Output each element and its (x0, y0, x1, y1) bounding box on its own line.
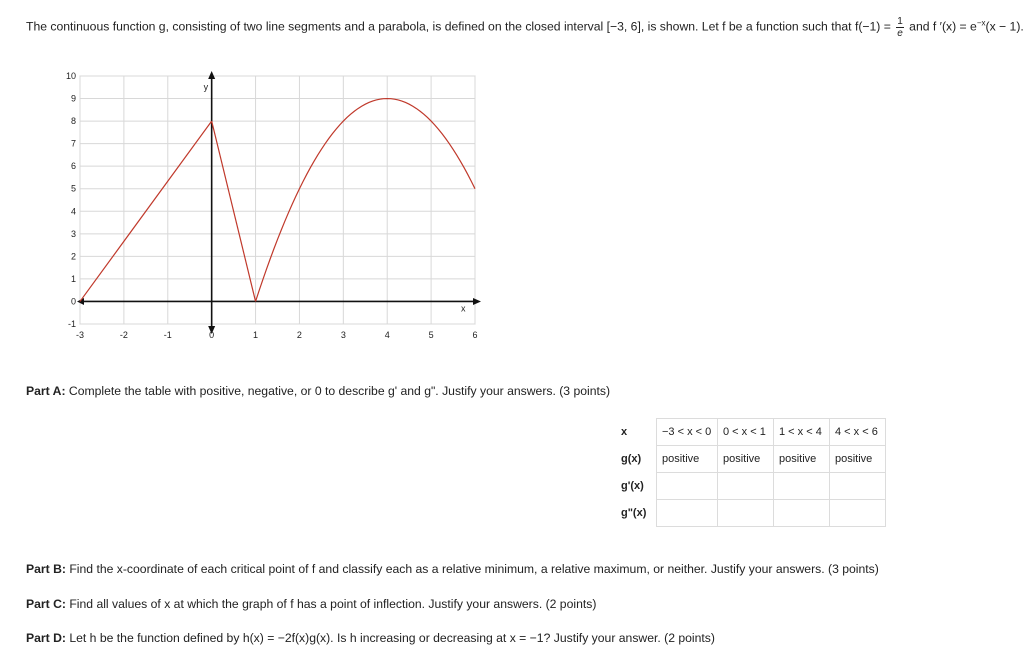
y-tick-label: 6 (70, 161, 76, 172)
table-cell[interactable] (718, 473, 774, 500)
grid (80, 76, 475, 324)
table-header-row (618, 419, 886, 446)
fraction-denominator: e (897, 28, 903, 39)
x-tick-label: 2 (296, 330, 302, 340)
x-tick-label: 6 (472, 330, 478, 340)
fraction (896, 16, 904, 39)
x-tick-label: -2 (119, 330, 128, 340)
y-tick-label: 7 (70, 138, 76, 149)
table-header-cell: 4 < x < 6 (830, 419, 886, 446)
x-axis-arrow (473, 298, 481, 305)
x-tick-label: -1 (163, 330, 172, 340)
y-axis-arrow (208, 71, 215, 79)
table-cell: positive (830, 446, 886, 473)
part-b (26, 562, 879, 576)
y-tick-label: 5 (70, 183, 76, 194)
table-row-label: g(x) (621, 453, 642, 465)
table-cell: positive (774, 446, 830, 473)
y-tick-label: 2 (70, 251, 76, 262)
fraction-numerator: 1 (897, 16, 903, 27)
y-tick-label: 4 (70, 206, 76, 217)
y-axis-label: y (203, 82, 209, 92)
table-header-cell: −3 < x < 0 (657, 419, 718, 446)
part-b-label: Part B: (26, 562, 66, 576)
table-cell: positive (718, 446, 774, 473)
part-a-label: Part A: (26, 384, 66, 398)
sign-table (618, 418, 886, 527)
function-graph (50, 68, 490, 348)
y-tick-label: 10 (65, 71, 76, 81)
intro-tail-2: (x − 1). (985, 19, 1024, 34)
part-c (26, 597, 596, 611)
x-tick-label: 1 (253, 330, 259, 340)
table-cell[interactable] (830, 473, 886, 500)
table-header-cell: 0 < x < 1 (718, 419, 774, 446)
table-row-label: g"(x) (621, 507, 647, 519)
table-cell[interactable] (830, 500, 886, 527)
y-tick-label: 1 (70, 273, 76, 284)
y-tick-label: 0 (70, 296, 76, 307)
table-header-x: x (621, 426, 628, 438)
table-cell[interactable] (657, 473, 718, 500)
table-row (618, 446, 886, 473)
part-a (26, 384, 610, 398)
table-header-cell: 1 < x < 4 (774, 419, 830, 446)
y-tick-label: -1 (67, 319, 76, 329)
plot-frame (80, 76, 475, 324)
intro-text (26, 16, 1024, 39)
intro-main: The continuous function g, consisting of two line segments and a parabola, is defined on the closed interval [−3, 6], is shown. Let f be a function such that (26, 19, 855, 34)
y-tick-label: 8 (70, 116, 76, 127)
intro-tail-1: and f ′(x) = e (905, 19, 977, 34)
part-b-text: Find the x-coordinate of each critical point of f and classify each as a relative minimum, a relative maximum, or neither. Justify your answers. (3 points) (65, 562, 879, 576)
part-a-text: Complete the table with positive, negative, or 0 to describe g' and g". Justify your answers. (3 points) (65, 384, 611, 398)
y-tick-label: 9 (70, 93, 76, 104)
curve (80, 99, 475, 302)
axes (77, 71, 481, 334)
part-c-label: Part C: (26, 597, 66, 611)
x-tick-label: 3 (340, 330, 346, 340)
x-tick-label: 5 (428, 330, 434, 340)
x-axis-label: x (461, 303, 466, 314)
part-d-text: Let h be the function defined by h(x) = −2f(x)g(x). Is h increasing or decreasing at x = −1? Justify your answer. (2 points) (65, 631, 715, 645)
table-cell[interactable] (774, 500, 830, 527)
table-cell[interactable] (657, 500, 718, 527)
table-row-label: g'(x) (621, 480, 644, 492)
x-tick-label: -3 (75, 330, 85, 340)
part-d (26, 631, 715, 645)
table-cell[interactable] (774, 473, 830, 500)
table-cell: positive (657, 446, 718, 473)
part-c-text: Find all values of x at which the graph of f has a point of inflection. Justify your answers. (2 points) (65, 597, 597, 611)
tick-labels (66, 71, 478, 340)
y-tick-label: 3 (70, 228, 76, 239)
intro-f-lhs: f(−1) = (854, 19, 895, 34)
curve-segment (256, 99, 475, 302)
x-tick-label: 4 (384, 330, 390, 340)
part-d-label: Part D: (26, 631, 66, 645)
x-tick-label: 0 (209, 330, 215, 340)
intro-exponent: −x (976, 18, 986, 28)
table-cell[interactable] (718, 500, 774, 527)
table-row (618, 473, 886, 500)
table-row (618, 500, 886, 527)
